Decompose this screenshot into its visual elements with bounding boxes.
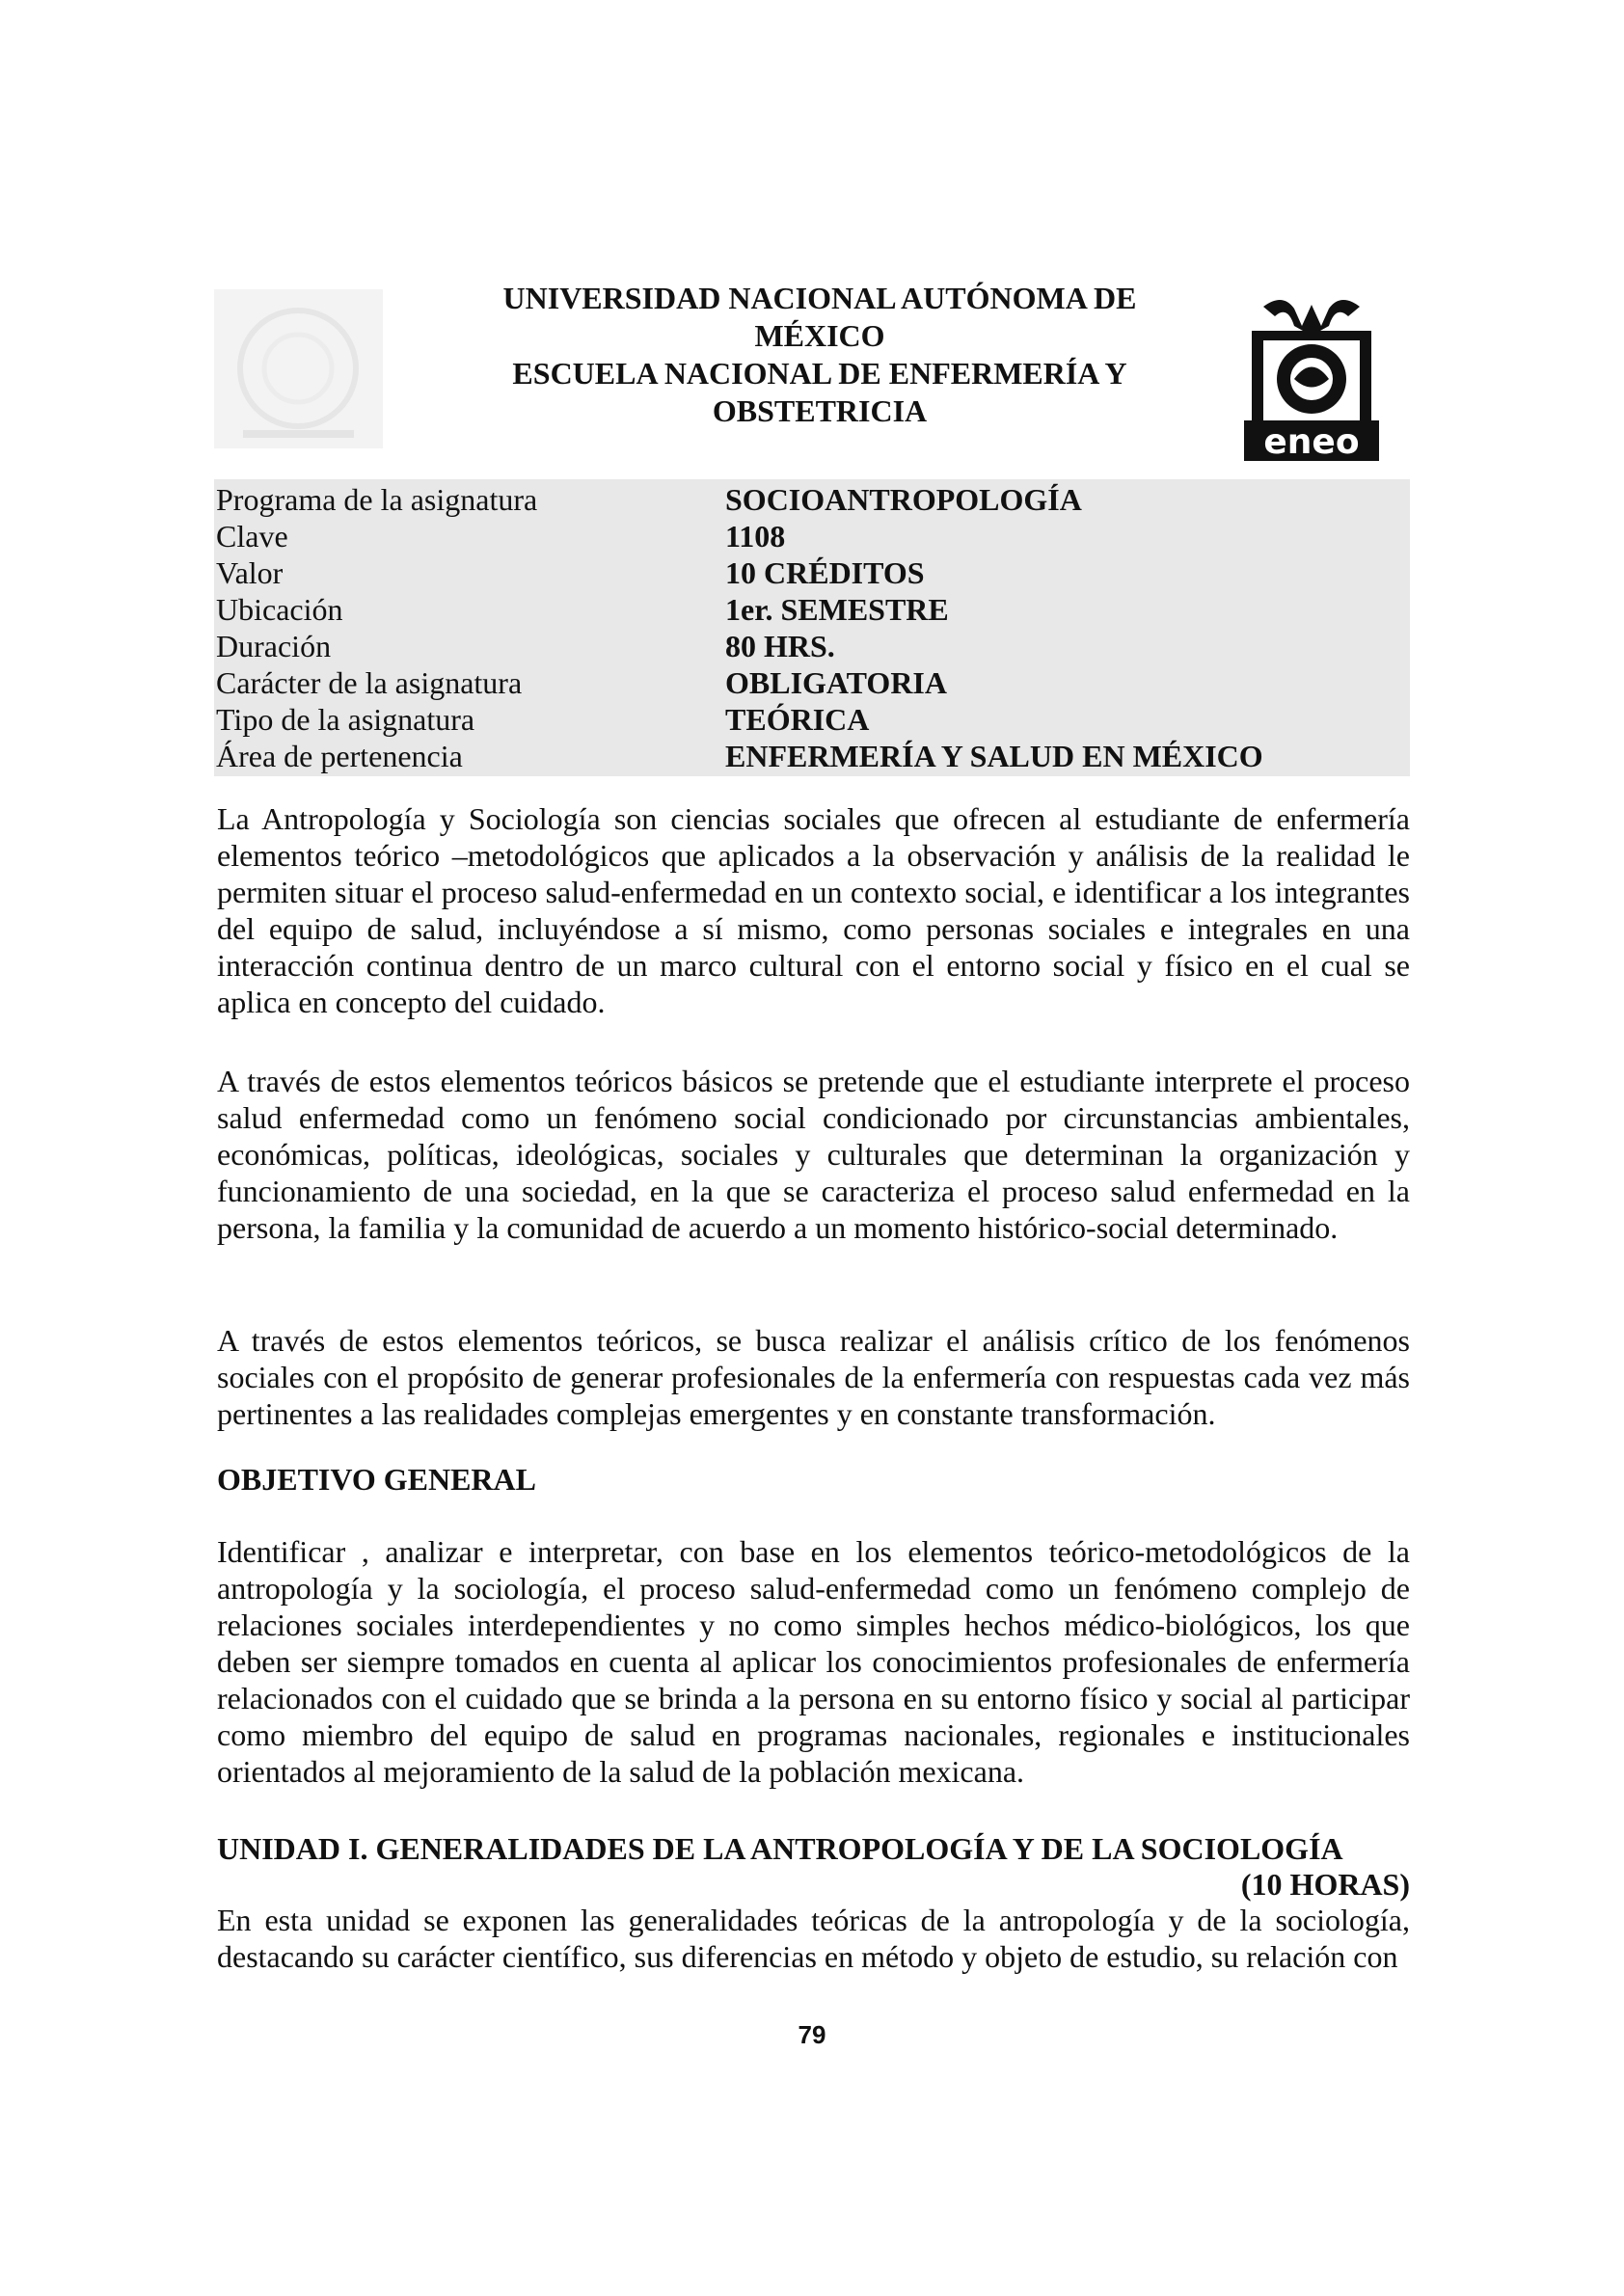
row-label: Duración: [216, 629, 332, 663]
table-row: [214, 518, 1410, 554]
row-label: Clave: [216, 519, 288, 554]
approach-paragraph: A través de estos elementos teóricos básicos se pretende que el estudiante interprete el proceso salud enfermedad como un fenómeno social condicionado por circunstancias ambientales, económicas, políticas, ideológicas, sociales y culturales que determinan la organización y funcionamiento de una sociedad, en la que se caracteriza el proceso salud enfermedad en la persona, la familia y la comunidad de acuerdo a un momento histórico-social determinado.: [217, 1064, 1410, 1245]
row-value: SOCIOANTROPOLOGÍA: [725, 482, 1082, 517]
row-value: ENFERMERÍA Y SALUD EN MÉXICO: [725, 739, 1263, 773]
subject-info-table: [214, 479, 1410, 776]
row-value: TEÓRICA: [725, 702, 870, 737]
title-line-4: OBSTETRICIA: [712, 393, 928, 428]
page-number: 79: [798, 2020, 826, 2049]
row-label: Valor: [216, 555, 284, 590]
unit-hours: (10 HORAS): [1240, 1867, 1410, 1902]
objective-paragraph: Identificar , analizar e interpretar, con base en los elementos teórico-metodológicos de la antropología y la sociología, el proceso salud-enfermedad como un fenómeno complejo de relaciones sociales interdependientes y no como simples hechos médico-biológicos, los que deben ser siempre tomados en cuenta al aplicar los conocimientos profesionales de enfermería relacionados con el cuidado que se brinda a la persona en su entorno físico y social al participar como miembro del equipo de salud en programas nacionales, regionales e institucionales orientados al mejoramiento de la salud de la población mexicana.: [217, 1534, 1410, 1789]
table-row: [214, 701, 1410, 738]
row-label: Tipo de la asignatura: [216, 702, 475, 737]
purpose-paragraph: A través de estos elementos teóricos, se busca realizar el análisis crítico de los fenómenos sociales con el propósito de generar profesionales de la enfermería con respuestas cada vez más pertinentes a las realidades complejas emergentes y en constante transformación.: [217, 1323, 1410, 1431]
row-label: Área de pertenencia: [216, 739, 463, 773]
row-label: Carácter de la asignatura: [216, 665, 523, 700]
row-label: Programa de la asignatura: [216, 482, 538, 517]
table-row: [214, 591, 1410, 628]
intro-paragraph: La Antropología y Sociología son ciencias sociales que ofrecen al estudiante de enfermería elementos teórico –metodológicos que aplicados a la observación y análisis de la realidad le permiten situar el proceso salud-enfermedad en un contexto social, e identificar a los integrantes del equipo de salud, incluyéndose a sí mismo, como personas sociales e integrales en una interacción continua dentro de un marco cultural con el entorno social y físico en el cual se aplica en concepto del cuidado.: [217, 801, 1410, 1019]
row-value: 1er. SEMESTRE: [725, 592, 949, 627]
row-value: 10 CRÉDITOS: [725, 555, 925, 590]
table-row: [214, 481, 1410, 518]
row-value: 1108: [725, 519, 786, 554]
eneo-logo: [1234, 287, 1389, 471]
row-label: Ubicación: [216, 592, 343, 627]
unit-heading: UNIDAD I. GENERALIDADES DE LA ANTROPOLOGÍA Y DE LA SOCIOLOGÍA: [217, 1831, 1343, 1866]
eneo-logo-text: eneo: [1263, 422, 1360, 462]
institution-title: [453, 280, 1186, 430]
table-row: [214, 738, 1410, 774]
table-row: [214, 554, 1410, 591]
objective-heading: OBJETIVO GENERAL: [217, 1462, 536, 1497]
title-line-3: ESCUELA NACIONAL DE ENFERMERÍA Y: [512, 356, 1127, 391]
title-line-2: MÉXICO: [754, 318, 885, 353]
table-row: [214, 628, 1410, 664]
title-line-1: UNIVERSIDAD NACIONAL AUTÓNOMA DE: [502, 281, 1137, 315]
unit-paragraph: En esta unidad se exponen las generalidades teóricas de la antropología y de la sociología, destacando su carácter científico, sus diferencias en método y objeto de estudio, su relación con: [217, 1903, 1410, 1974]
table-row: [214, 664, 1410, 701]
row-value: 80 HRS.: [725, 629, 835, 663]
row-value: OBLIGATORIA: [725, 665, 947, 700]
